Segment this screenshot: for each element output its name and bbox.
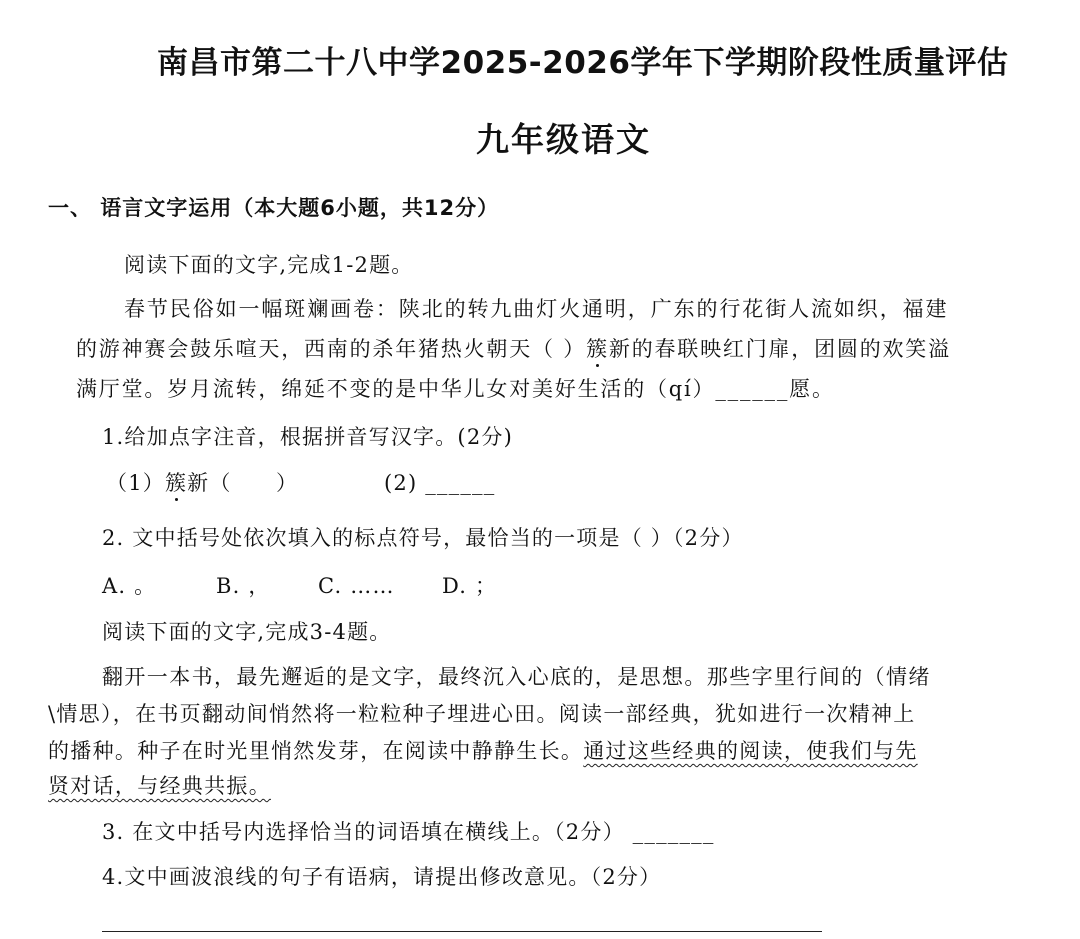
answer-line xyxy=(102,931,822,932)
question-2-option-d: D. ； xyxy=(442,574,498,598)
passage2-line-3 xyxy=(48,741,918,762)
question-3-stem: 3. 在文中括号内选择恰当的词语填在横线上。（2分） xyxy=(102,820,625,844)
question-1-part-1-answer-slot: 新（ ） xyxy=(187,471,299,495)
question-2-option-a: A. 。 xyxy=(102,574,157,598)
question-1-stem: 1.给加点字注音，根据拼音写汉字。(2分) xyxy=(102,425,513,449)
question-3 xyxy=(102,822,715,843)
question-1-part-1 xyxy=(106,473,298,494)
passage1-line-3 xyxy=(76,379,835,400)
passage1-line-2-text-b: 新的春联映红门扉，团圆的欢笑溢 xyxy=(608,337,951,361)
passage1-intro: 阅读下面的文字,完成1-2题。 xyxy=(124,253,414,277)
passage2-line-3-text: 的播种。种子在时光里悄然发芽，在阅读中静静生长。 xyxy=(48,739,584,763)
passage1-line-3-text-b: 愿。 xyxy=(789,377,835,401)
question-1-part-1-label: （1） xyxy=(106,471,165,495)
dotted-character: 簇 xyxy=(164,471,188,495)
question-2-option-b: B. ， xyxy=(216,574,271,598)
question-2-stem: 2. 文中括号处依次填入的标点符号，最恰当的一项是（ ）（2分） xyxy=(102,526,744,550)
question-1-part-2: (2) ______ xyxy=(384,471,496,495)
passage2-line-2: \情思），在书页翻动间悄然将一粒粒种子埋进心田。阅读一部经典，犹如进行一次精神上 xyxy=(48,702,916,726)
passage2-intro: 阅读下面的文字,完成3-4题。 xyxy=(102,620,392,644)
passage1-line-2 xyxy=(76,339,951,360)
question-2-option-c: C. …… xyxy=(318,574,395,598)
section-heading: 一、 语言文字运用（本大题6小题，共12分） xyxy=(48,196,500,220)
exam-subtitle: 九年级语文 xyxy=(476,120,651,159)
passage1-line-1: 春节民俗如一幅斑斓画卷：陕北的转九曲灯火通明，广东的行花街人流如织，福建 xyxy=(124,297,949,321)
passage2-line-4 xyxy=(48,776,271,797)
passage2-line-1: 翻开一本书，最先邂逅的是文字，最终沉入心底的，是思想。那些字里行间的（情绪 xyxy=(102,665,931,689)
passage1-line-3-text-a: 满厅堂。岁月流转，绵延不变的是中华儿女对美好生活的（qí） xyxy=(76,377,716,401)
question-4-stem: 4.文中画波浪线的句子有语病，请提出修改意见。（2分） xyxy=(102,865,662,889)
wavy-underlined-sentence: 通过这些经典的阅读，使我们与先 xyxy=(583,739,918,763)
question-3-answer-blank: _______ xyxy=(632,820,715,844)
pinyin-blank: ______ xyxy=(715,377,790,401)
wavy-underlined-sentence: 贤对话，与经典共振。 xyxy=(48,774,271,798)
passage1-line-2-text-a: 的游神赛会鼓乐喧天，西南的杀年猪热火朝天（ ） xyxy=(76,337,587,361)
dotted-character: 簇 xyxy=(586,337,609,361)
exam-title: 南昌市第二十八中学2025-2026学年下学期阶段性质量评估 xyxy=(157,45,1009,81)
